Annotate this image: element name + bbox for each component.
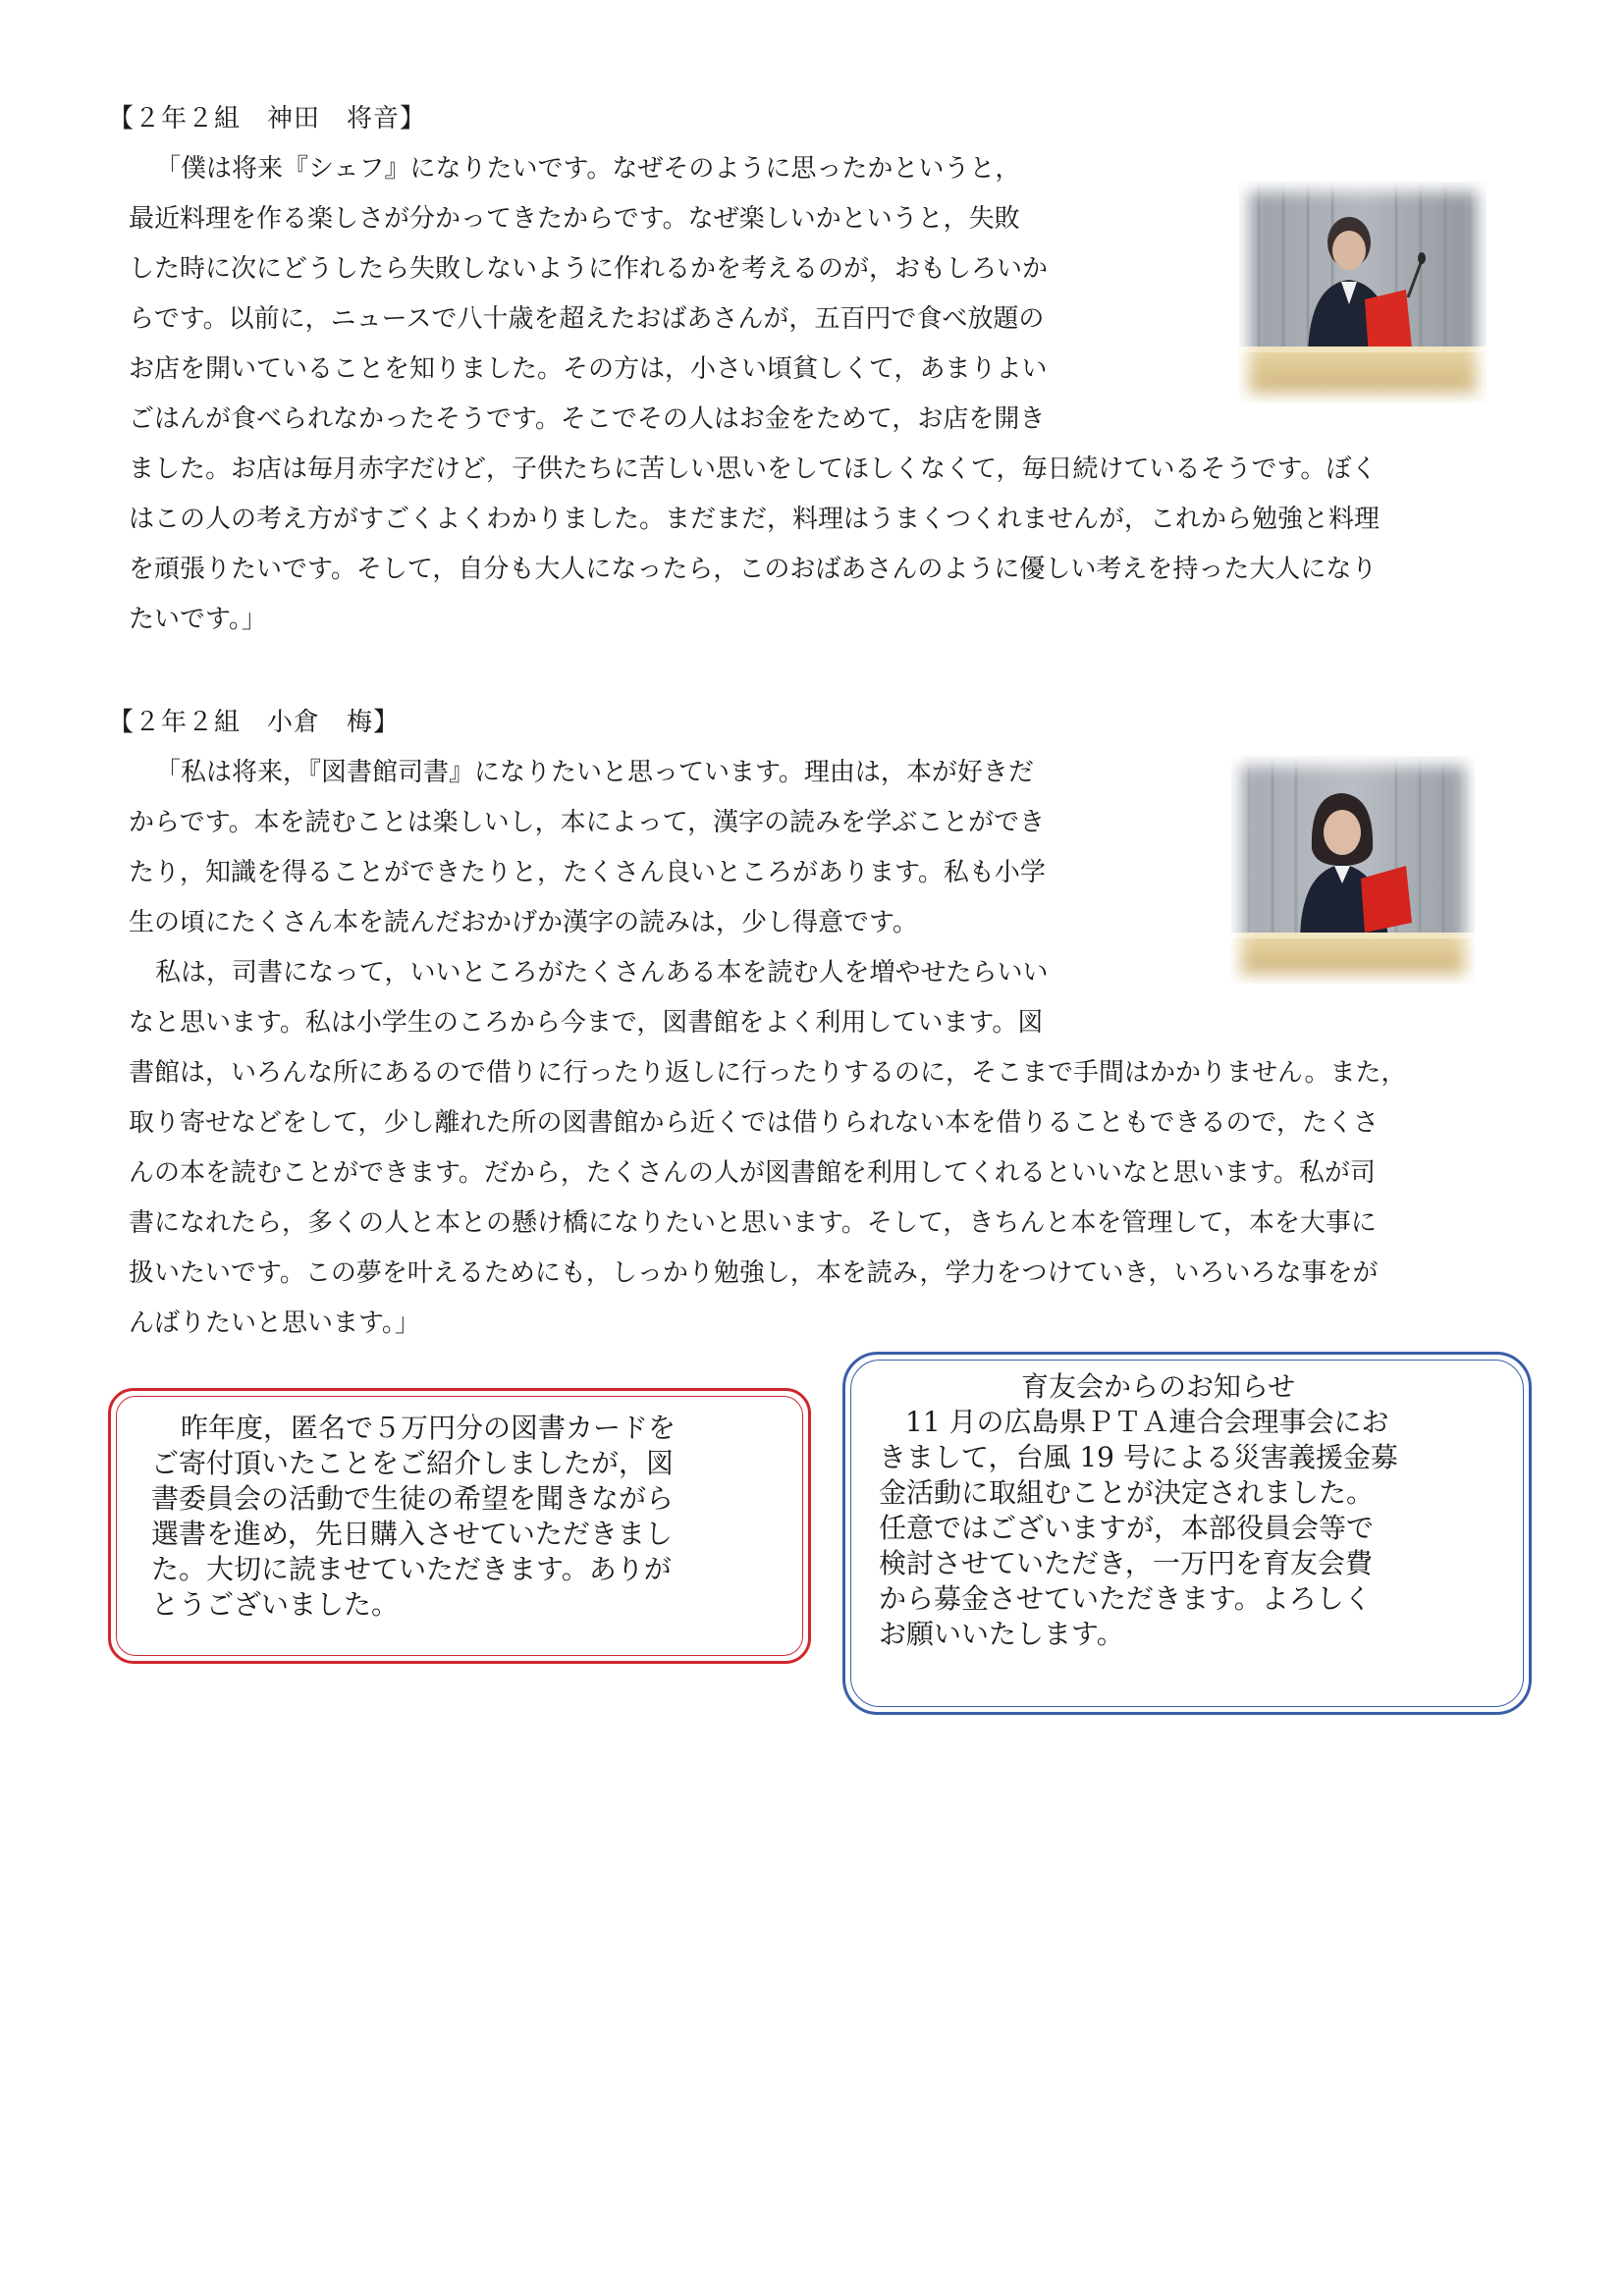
section1-line: お店を開いていることを知りました。その方は，小さい頃貧しくて，あまりよい (129, 354, 1048, 384)
section1-line: 「僕は将来『シェフ』になりたいです。なぜそのように思ったかというと， (155, 154, 1021, 184)
section1-line: 最近料理を作る楽しさが分かってきたからです。なぜ楽しいかというと，失敗 (129, 204, 1020, 234)
section2-line: 書になれたら，多くの人と本との懸け橋になりたいと思います。そして，きちんと本を管理して，本を大事に (129, 1208, 1377, 1238)
girl-speaker-photo (1231, 756, 1475, 984)
section2-line: 書館は，いろんな所にあるので借りに行ったり返しに行ったりするのに，そこまで手間はかかりません。また， (129, 1058, 1407, 1088)
notice-blue-line: 任意ではございますが，本部役員会等で (879, 1512, 1375, 1544)
student-speaking-icon (1231, 756, 1475, 984)
section1-line: ました。お店は毎月赤字だけど，子供たちに苦しい思いをしてほしくなくて，毎日続けているそうです。ぼく (129, 454, 1378, 484)
section2-line: 取り寄せなどをして，少し離れた所の図書館から近くでは借りられない本を借りることもできるので，たくさ (129, 1108, 1379, 1138)
section1-line: した時に次にどうしたら失敗しないように作れるかを考えるのが，おもしろいか (129, 254, 1049, 284)
notice-red-line: 書委員会の活動で生徒の希望を聞きながら (151, 1482, 675, 1515)
section2-line: たり，知識を得ることができたりと，たくさん良いところがあります。私も小学 (129, 858, 1046, 887)
student-speaking-icon (1239, 182, 1487, 402)
notice-red-line: た。大切に読ませていただきます。ありが (151, 1553, 672, 1585)
section2-line: 私は，司書になって，いいところがたくさんある本を読む人を増やせたらいい (155, 958, 1049, 988)
section2-line: なと思います。私は小学生のころから今まで，図書館をよく利用しています。図 (129, 1008, 1044, 1038)
notice-red-line: 選書を進め，先日購入させていただきまし (151, 1518, 673, 1550)
section2-heading: 【２年２組 小倉 梅】 (108, 708, 401, 737)
section2-line: 生の頃にたくさん本を読んだおかげか漢字の読みは，少し得意です。 (129, 908, 918, 937)
section1-line: らです。以前に，ニュースで八十歳を超えたおばあさんが，五百円で食べ放題の (129, 304, 1045, 334)
section1-line: を頑張りたいです。そして，自分も大人になったら，このおばあさんのように優しい考えを持った大人になり (129, 555, 1378, 584)
section2-line: んの本を読むことができます。だから，たくさんの人が図書館を利用してくれるといいなと思います。私が司 (129, 1158, 1376, 1188)
notice-blue-line: 11 月の広島県ＰＴＡ連合会理事会にお (905, 1406, 1389, 1438)
notice-red-line: とうございました。 (151, 1588, 400, 1621)
section1-line: はこの人の考え方がすごくよくわかりました。まだまだ，料理はうまくつくれませんが，これから勉強と料理 (129, 505, 1380, 534)
notice-blue-line: きまして，台風 19 号による災害義援金募 (879, 1441, 1398, 1473)
notice-red-line: ご寄付頂いたことをご紹介しましたが，図 (151, 1447, 675, 1479)
notice-blue-line: から募金させていただきます。よろしく (879, 1582, 1372, 1615)
boy-speaker-photo (1239, 182, 1487, 402)
section2-line: 扱いたいです。この夢を叶えるためにも，しっかり勉強し，本を読み，学力をつけていき，いろいろな事をが (129, 1258, 1379, 1288)
section2-line: からです。本を読むことは楽しいし，本によって，漢字の読みを学ぶことができ (129, 808, 1046, 837)
notice-blue-line: 金活動に取組むことが決定されました。 (879, 1476, 1375, 1509)
section2-line: 「私は将来，『図書館司書』になりたいと思っています。理由は，本が好きだ (155, 758, 1034, 787)
notice-red-line: 昨年度，匿名で５万円分の図書カードを (181, 1412, 677, 1444)
pta-notice-title: 育友会からのお知らせ (1021, 1370, 1296, 1403)
notice-blue-line: お願いいたします。 (879, 1618, 1124, 1650)
notice-blue-line: 検討させていただき，一万円を育友会費 (879, 1547, 1373, 1579)
section2-line: んばりたいと思います。」 (129, 1308, 420, 1338)
section1-heading: 【２年２組 神田 将音】 (108, 104, 427, 133)
section1-line: ごはんが食べられなかったそうです。そこでその人はお金をためて，お店を開き (129, 404, 1046, 434)
section1-line: たいです。」 (129, 605, 267, 634)
